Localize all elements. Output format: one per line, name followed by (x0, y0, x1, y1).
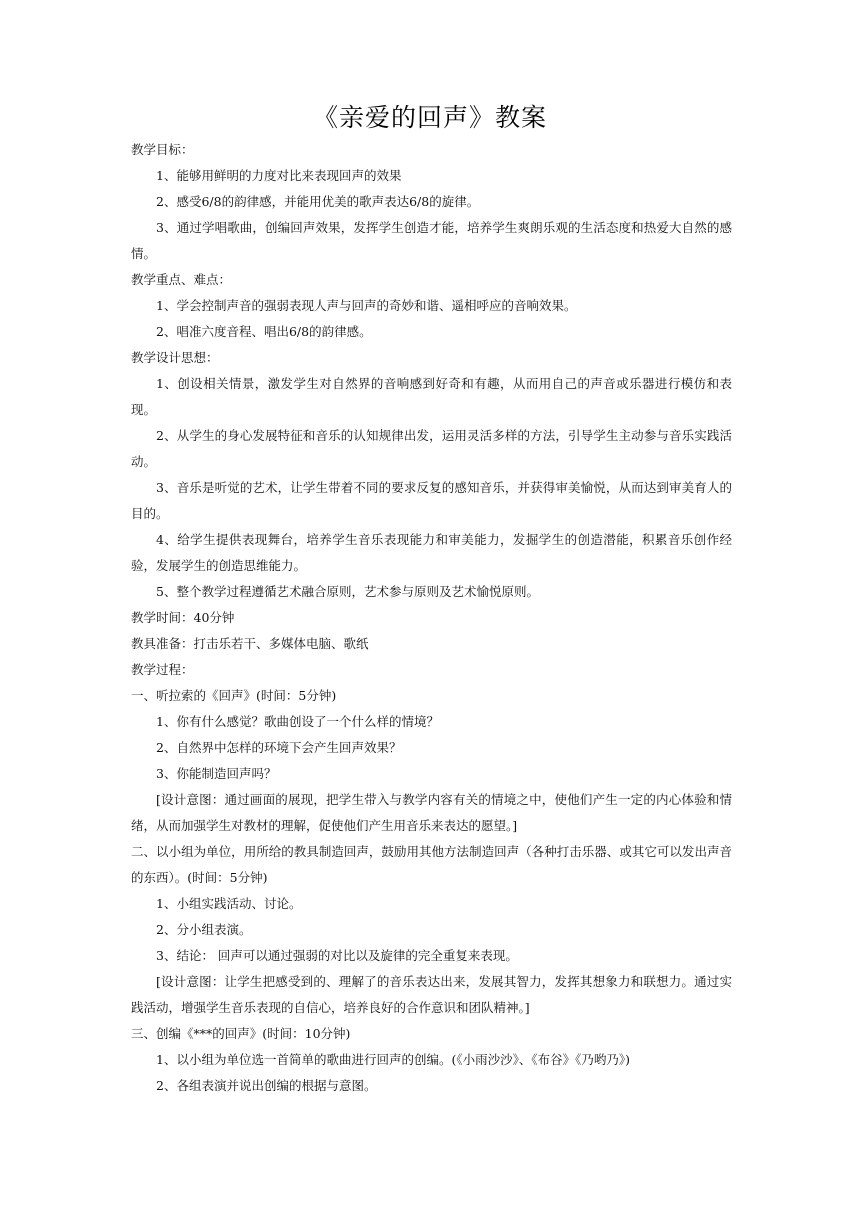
body-paragraph: 3、结论： 回声可以通过强弱的对比以及旋律的完全重复来表现。 (156, 948, 518, 963)
body-paragraph: 3、你能制造回声吗？ (156, 766, 277, 781)
section-heading: 教学设计思想： (131, 350, 219, 365)
section-heading: 教学重点、难点： (131, 272, 232, 287)
section-heading: 一、听拉索的《回声》(时间：5分钟) (131, 688, 337, 703)
body-paragraph: 5、整个教学过程遵循艺术融合原则，艺术参与原则及艺术愉悦原则。 (156, 584, 539, 599)
body-paragraph: 1、能够用鲜明的力度对比来表现回声的效果 (156, 168, 402, 183)
body-paragraph: 1、你有什么感觉？歌曲创设了一个什么样的情境？ (156, 714, 439, 729)
section-heading: 教具准备：打击乐若干、多媒体电脑、歌纸 (131, 636, 369, 651)
body-paragraph: 3、通过学唱歌曲，创编回声效果，发挥学生创造才能，培养学生爽朗乐观的生活态度和热爱大自然的感情。 (131, 220, 732, 261)
body-paragraph: 2、唱准六度音程、唱出6/8的韵律感。 (156, 324, 372, 339)
section-heading: 教学目标： (131, 142, 194, 157)
body-paragraph: 1、小组实践活动、讨论。 (156, 896, 302, 911)
section-heading: 三、创编《***的回声》(时间：10分钟) (131, 1026, 351, 1041)
section-heading: 教学过程： (131, 662, 194, 677)
section-heading: 二、以小组为单位，用所给的教具制造回声，鼓励用其他方法制造回声（各种打击乐器、或其它可以发出声音的东西）。(时间：5分钟) (131, 844, 732, 885)
body-paragraph: 4、给学生提供表现舞台，培养学生音乐表现能力和审美能力，发掘学生的创造潜能，积累音乐创作经验，发展学生的创造思维能力。 (131, 532, 732, 573)
section-heading: 教学时间：40分钟 (131, 610, 235, 625)
body-paragraph: 2、分小组表演。 (156, 922, 252, 937)
body-paragraph: [设计意图：通过画面的展现，把学生带入与教学内容有关的情境之中，使他们产生一定的内心体验和情绪，从而加强学生对教材的理解，促使他们产生用音乐来表达的愿望。] (131, 792, 732, 833)
body-paragraph: 1、以小组为单位选一首简单的歌曲进行回声的创编。(《小雨沙沙》、《布谷》《乃哟乃》) (156, 1052, 630, 1067)
body-paragraph: 2、从学生的身心发展特征和音乐的认知规律出发，运用灵活多样的方法，引导学生主动参与音乐实践活动。 (131, 428, 732, 469)
document-title: 《亲爱的回声》教案 (312, 103, 547, 132)
document-body (131, 137, 732, 1099)
body-paragraph: 2、各组表演并说出创编的根据与意图。 (156, 1078, 377, 1093)
body-paragraph: [设计意图：让学生把感受到的、理解了的音乐表达出来，发展其智力，发挥其想象力和联想力。通过实践活动，增强学生音乐表现的自信心，培养良好的合作意识和团队精神。] (131, 974, 732, 1015)
body-paragraph: 1、学会控制声音的强弱表现人声与回声的奇妙和谐、遥相呼应的音响效果。 (156, 298, 577, 313)
body-paragraph: 3、音乐是听觉的艺术，让学生带着不同的要求反复的感知音乐，并获得审美愉悦，从而达到审美育人的目的。 (131, 480, 732, 521)
body-paragraph: 1、创设相关情景，激发学生对自然界的音响感到好奇和有趣，从而用自己的声音或乐器进行模仿和表现。 (131, 376, 732, 417)
body-paragraph: 2、自然界中怎样的环境下会产生回声效果？ (156, 740, 402, 755)
body-paragraph: 2、感受6/8的韵律感，并能用优美的歌声表达6/8的旋律。 (156, 194, 480, 209)
